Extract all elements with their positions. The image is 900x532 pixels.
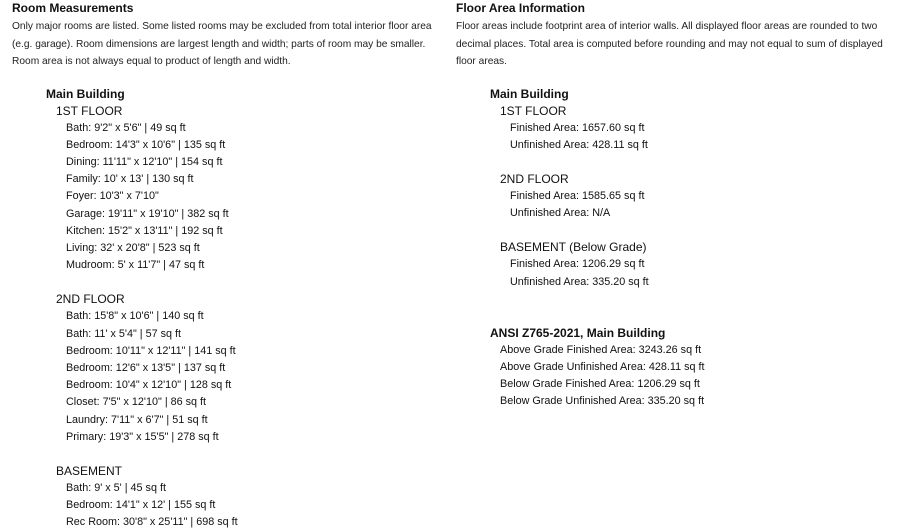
description-line: Floor areas include footprint area of interior walls. All displayed floor areas are rounded to two — [456, 21, 878, 32]
floor-spacer — [56, 446, 432, 463]
description-line: (e.g. garage). Room dimensions are largest length and width; parts of room may be smaller. — [12, 38, 426, 50]
floor-spacer — [500, 154, 896, 171]
floor-heading: BASEMENT (Below Grade) — [500, 240, 647, 255]
room-building-block — [46, 86, 432, 532]
room-row: Bath: 15'8" x 10'6" | 140 sq ft — [66, 310, 204, 323]
floor-heading: 1ST FLOOR — [500, 103, 567, 118]
floor-spacer — [500, 222, 896, 239]
room-row: Bedroom: 14'3" x 10'6" | 135 sq ft — [66, 138, 226, 151]
floor-area-title: Floor Area Information — [456, 1, 585, 15]
room-row: Garage: 19'11" x 19'10" | 382 sq ft — [66, 207, 229, 220]
room-measurements-description — [12, 18, 432, 71]
description-line: floor areas. — [456, 56, 507, 67]
room-row: Bath: 9'2" x 5'6" | 49 sq ft — [66, 121, 186, 134]
floor-heading: 1ST FLOOR — [56, 103, 123, 118]
area-list — [510, 256, 896, 290]
room-measurements-section — [12, 0, 432, 532]
ansi-rows — [500, 342, 896, 411]
room-row: Bath: 11' x 5'4" | 57 sq ft — [66, 327, 181, 340]
room-row: Bedroom: 14'1" x 12' | 155 sq ft — [66, 499, 216, 512]
room-floors — [56, 103, 432, 532]
room-list — [66, 480, 432, 532]
area-row: Unfinished Area: 428.11 sq ft — [510, 138, 648, 151]
area-row: Unfinished Area: N/A — [510, 207, 611, 220]
ansi-row: Above Grade Unfinished Area: 428.11 sq ft — [500, 360, 705, 373]
area-list — [510, 120, 896, 154]
room-row: Rec Room: 30'8" x 25'11" | 698 sq ft — [66, 516, 238, 529]
room-row: Kitchen: 15'2" x 13'11" | 192 sq ft — [66, 224, 223, 237]
room-measurements-title: Room Measurements — [12, 1, 134, 15]
floor-heading: 2ND FLOOR — [500, 171, 569, 186]
room-row: Bedroom: 12'6" x 13'5" | 137 sq ft — [66, 361, 226, 374]
room-row: Bath: 9' x 5' | 45 sq ft — [66, 481, 166, 494]
area-row: Finished Area: 1657.60 sq ft — [510, 121, 645, 134]
ansi-title: ANSI Z765-2021, Main Building — [490, 325, 666, 340]
area-row: Unfinished Area: 335.20 sq ft — [510, 275, 649, 288]
area-floors-container — [500, 103, 896, 291]
area-row: Finished Area: 1585.65 sq ft — [510, 189, 645, 202]
room-row: Dining: 11'11" x 12'10" | 154 sq ft — [66, 155, 223, 168]
area-row: Finished Area: 1206.29 sq ft — [510, 258, 645, 271]
room-row: Mudroom: 5' x 11'7" | 47 sq ft — [66, 259, 205, 272]
floor-spacer — [56, 274, 432, 291]
room-row: Family: 10' x 13' | 130 sq ft — [66, 173, 194, 186]
room-row: Bedroom: 10'11" x 12'11" | 141 sq ft — [66, 344, 236, 357]
description-line: Only major rooms are listed. Some listed rooms may be excluded from total interior floor area — [12, 21, 432, 32]
room-row: Bedroom: 10'4" x 12'10" | 128 sq ft — [66, 379, 232, 392]
floor-heading: 2ND FLOOR — [56, 292, 125, 307]
floor-area-section — [456, 0, 896, 411]
floor-area-description — [456, 18, 896, 71]
building-title: Main Building — [490, 86, 569, 101]
room-row: Foyer: 10'3" x 7'10" — [66, 190, 159, 203]
description-line: decimal places. Total area is computed before rounding and may not equal to sum of displayed — [456, 38, 883, 50]
ansi-row: Below Grade Unfinished Area: 335.20 sq ft — [500, 395, 705, 408]
floor-heading: BASEMENT — [56, 463, 123, 478]
room-row: Primary: 19'3" x 15'5" | 278 sq ft — [66, 430, 219, 443]
description-line: Room area is not always equal to product of length and width. — [12, 56, 291, 67]
room-row: Laundry: 7'11" x 6'7" | 51 sq ft — [66, 413, 208, 426]
ansi-row: Above Grade Finished Area: 3243.26 sq ft — [500, 343, 702, 356]
room-row: Living: 32' x 20'8" | 523 sq ft — [66, 241, 200, 254]
ansi-row: Below Grade Finished Area: 1206.29 sq ft — [500, 378, 700, 391]
building-title: Main Building — [46, 86, 125, 101]
area-floors — [500, 103, 896, 291]
area-building-block — [490, 86, 896, 411]
room-list — [66, 308, 432, 446]
room-row: Closet: 7'5" x 12'10" | 86 sq ft — [66, 396, 207, 409]
area-list — [510, 188, 896, 222]
room-list — [66, 120, 432, 275]
room-floors-container — [56, 103, 432, 532]
